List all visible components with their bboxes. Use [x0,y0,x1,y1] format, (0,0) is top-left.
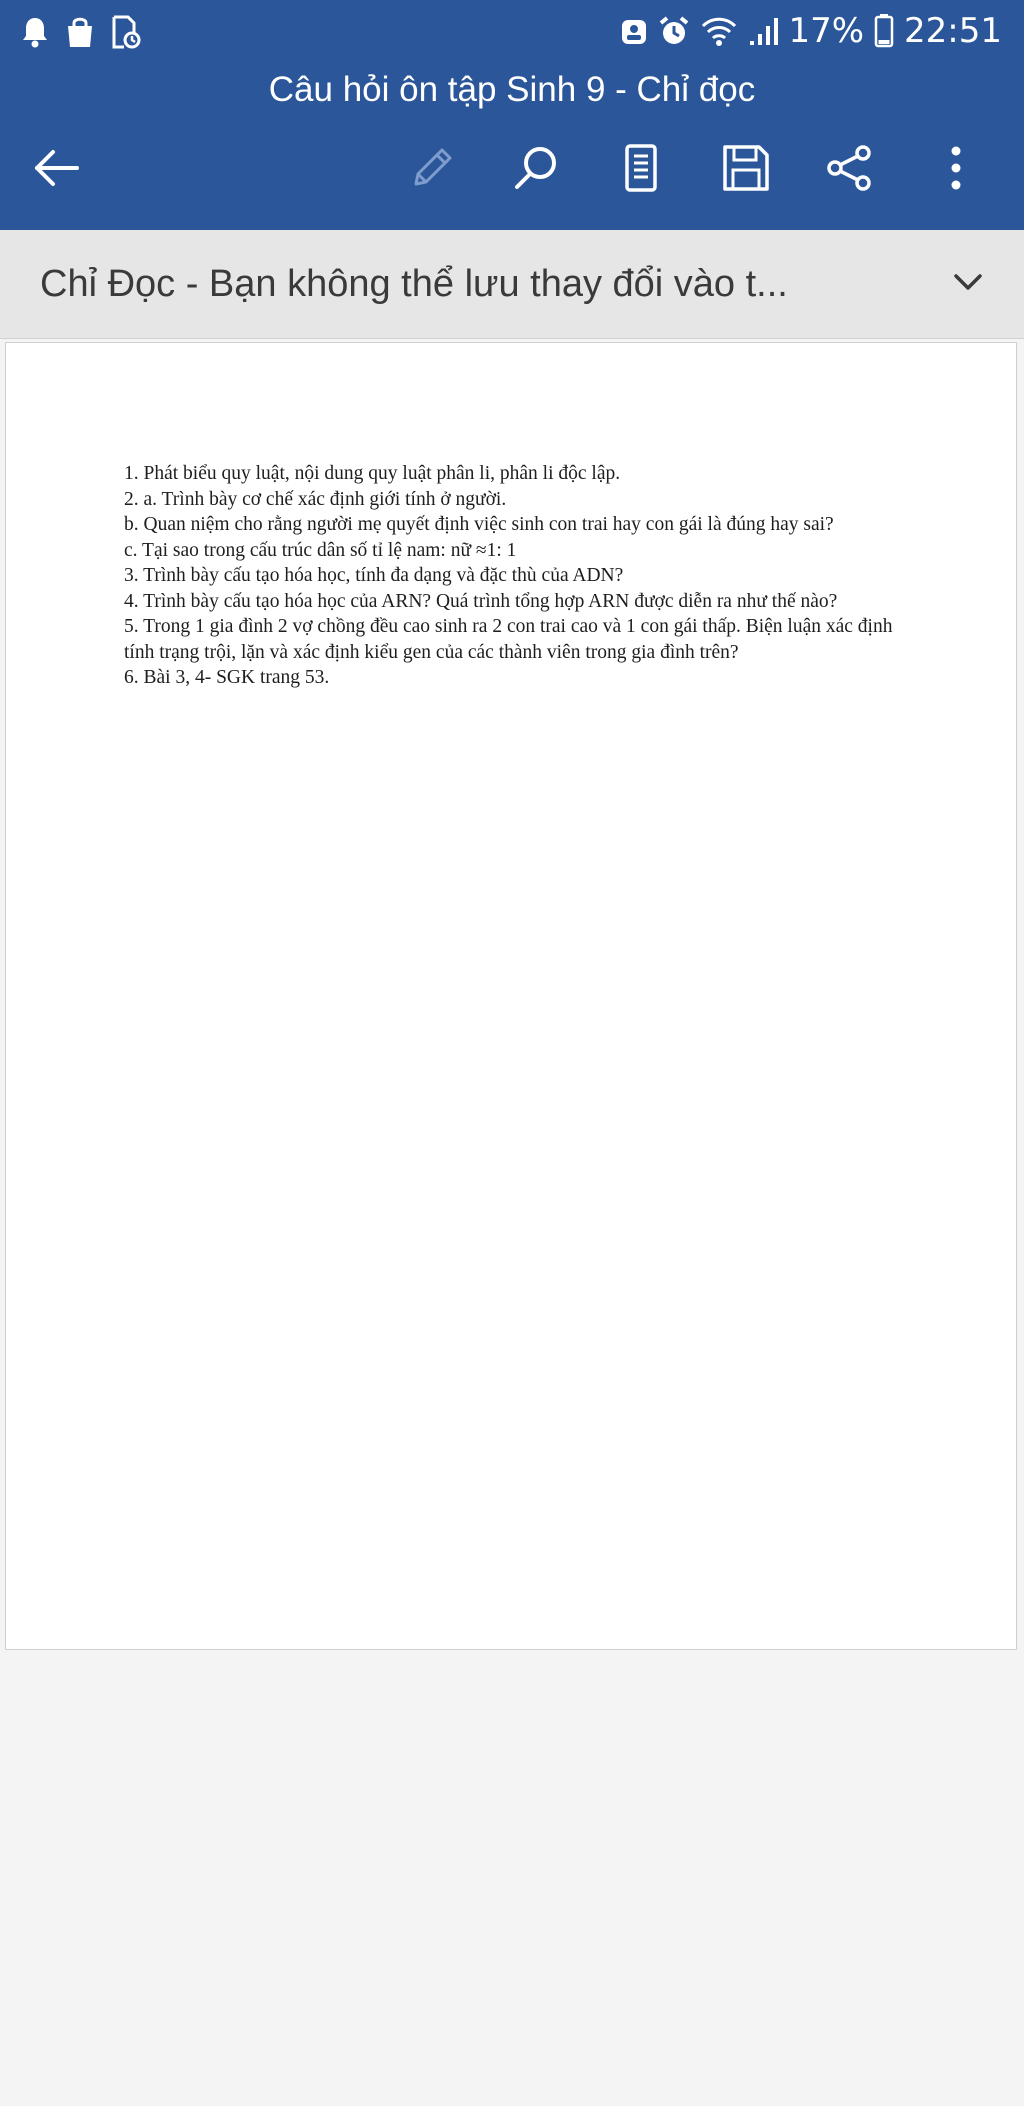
battery-icon [874,14,894,48]
read-only-banner[interactable] [0,230,1024,339]
search-icon [511,143,561,198]
alarm-icon [658,15,690,47]
read-only-message: Chỉ Đọc - Bạn không thể lưu thay đổi vào t... [40,263,788,305]
status-bar [0,0,1024,62]
notification-bell-icon [20,15,50,49]
doc-line-7: 5. Trong 1 gia đình 2 vợ chồng đều cao sinh ra 2 con trai cao và 1 con gái thấp. Biện luận xác định tính trạng trội, lặn và xác định kiểu gen của các thành viên trong gia đình trên? [124,616,893,663]
chevron-down-icon [953,272,983,297]
file-sync-icon [110,15,142,49]
signal-icon [748,15,778,47]
save-icon [721,143,771,198]
battery-percent: 17% [788,11,865,51]
toolbar [0,130,1024,210]
share-icon [825,143,875,198]
doc-line-8: 6. Bài 3, 4- SGK trang 53. [124,667,330,688]
doc-line-6: 4. Trình bày cấu tạo hóa học của ARN? Quá trình tổng hợp ARN được diễn ra như thế nào? [124,590,838,612]
more-options-icon [946,143,966,198]
app-notification-icon [620,16,648,46]
mobile-view-button[interactable] [601,130,681,210]
search-button[interactable] [496,130,576,210]
doc-line-1: 1. Phát biểu quy luật, nội dung quy luật phân li, phân li độc lập. [124,463,621,484]
more-options-button[interactable] [916,130,996,210]
doc-line-5: 3. Trình bày cấu tạo hóa học, tính đa dạng và đặc thù của ADN? [124,565,624,586]
doc-line-3: b. Quan niệm cho rằng người mẹ quyết định việc sinh con trai hay con gái là đúng hay sai? [124,514,834,535]
back-arrow-icon [31,148,81,193]
save-button[interactable] [706,130,786,210]
document-body [124,461,914,691]
expand-banner-button[interactable] [948,264,988,304]
mobile-view-icon [621,143,661,198]
share-button[interactable] [810,130,890,210]
clock-time: 22:51 [904,11,1002,51]
shopping-bag-icon [64,15,96,49]
document-title: Câu hỏi ôn tập Sinh 9 - Chỉ đọc [268,70,756,109]
document-page[interactable] [5,342,1017,1650]
doc-line-4: c. Tại sao trong cấu trúc dân số tỉ lệ nam: nữ ≈1: 1 [124,539,517,561]
status-right-indicators [620,10,1002,52]
doc-line-2: 2. a. Trình bày cơ chế xác định giới tính ở người. [124,488,507,510]
edit-button[interactable] [392,130,472,210]
status-left-icons [20,12,142,52]
app-bar [0,0,1024,230]
edit-pencil-icon [408,144,456,197]
wifi-icon [700,15,738,47]
back-button[interactable] [16,130,96,210]
